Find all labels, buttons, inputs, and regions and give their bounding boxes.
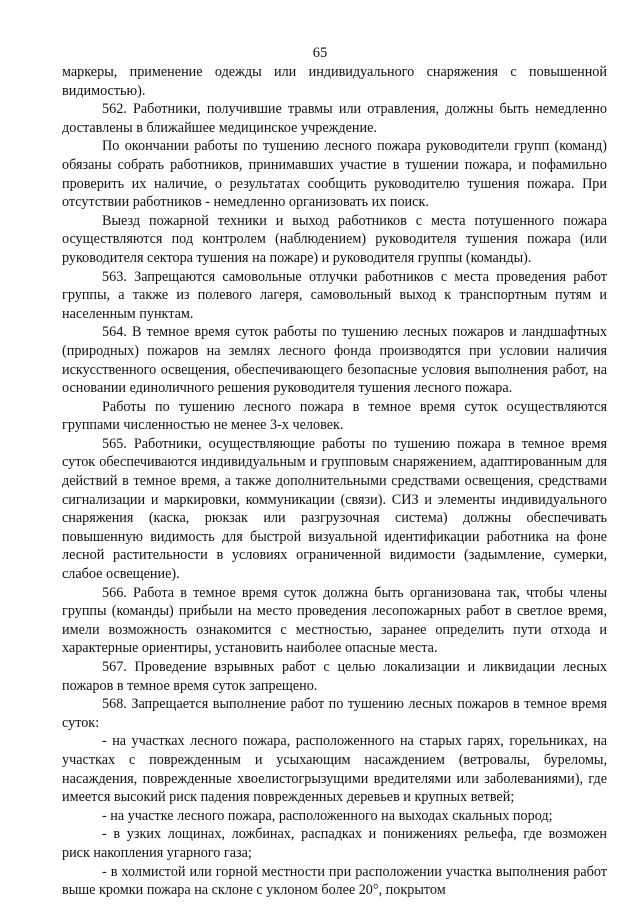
paragraph-565: 565. Работники, осуществляющие работы по тушению пожара в темное время суток обеспечиваются индивидуальным и групповым снаряжением, адаптированным для действий в темное время, а также дополнительными средствами освещения, средствами сигнализации и маркировки, коммуникации (связи). СИЗ и элементы индивидуального снаряжения (каска, рюкзак или разгрузочная система) должны обеспечивать повышенную видимость для быстрой визуальной идентификации работника на фоне лесной растительности в условиях ограниченной видимости (задымление, сумерки, слабое освещение). [62,435,607,583]
list-item-rock-outcrops: - на участке лесного пожара, расположенного на выходах скальных пород; [102,807,553,824]
paragraph-562: 562. Работники, получившие травмы или отравления, должны быть немедленно доставлены в ближайшее медицинское учреждение. [62,101,607,136]
paragraph-night-groups: Работы по тушению лесного пожара в темное время суток осуществляются группами численностью не менее 3-х человек. [62,398,607,434]
list-item-damaged-stands: - на участках лесного пожара, расположенного на старых гарях, горельниках, на участках с поврежденным и усыхающим насаждением (ветровалы, буреломы, насаждения, поврежденные хвоелистогрызущими вредителями или заболеваниями), где имеется высокий риск падения поврежденных деревьев и крупных ветвей; [62,733,607,806]
paragraph-567: 567. Проведение взрывных работ с целью локализации и ликвидации лесных пожаров в темное время суток запрещено. [62,659,607,694]
list-item-narrow-hollows: - в узких лощинах, ложбинах, распадках и понижениях рельефа, где возможен риск накопления угарного газа; [62,826,607,861]
page-number: 65 [312,45,328,61]
paragraph-566: 566. Работа в темное время суток должна быть организована так, чтобы члены группы (команды) прибыли на место проведения лесопожарных работ в светлое время, имели возможность ознакомится с местностью, заранее определить пути отхода и характерные ориентиры, установить наиболее опасные места. [62,584,607,657]
paragraph-564: 564. В темное время суток работы по тушению лесных пожаров и ландшафтных (природных) пожаров на землях лесного фонда производятся при условии наличия искусственного освещения, обеспечивающего безопасные условия выполнения работ, на основании единоличного решения руководителя тушения лесного пожара. [62,324,607,397]
paragraph-563: 563. Запрещаются самовольные отлучки работников с места проведения работ группы, а также из полевого лагеря, самовольный выход к транспортным путям и населенным пунктам. [62,268,607,322]
list-item-steep-slopes: - в холмистой или горной местности при расположении участка выполнения работ выше кромки пожара на склоне с уклоном более 20°, покрытом [62,863,607,899]
paragraph-group-check: По окончании работы по тушению лесного пожара руководители групп (команд) обязаны собрать работников, принимавших участие в тушении пожара, и пофамильно проверить их наличие, о результатах сообщить руководителю тушения пожара. При отсутствии работников - немедленно организовать их поиск. [62,138,607,211]
paragraph-continuation: маркеры, применение одежды или индивидуального снаряжения с повышенной видимостью). [62,64,607,99]
document-body [62,63,607,900]
paragraph-equipment-exit: Выезд пожарной техники и выход работников с места потушенного пожара осуществляются под контролем (наблюдением) руководителя тушения пожара (или руководителя сектора тушения на пожаре) и руководителя группы (команды). [62,212,607,266]
paragraph-568: 568. Запрещается выполнение работ по тушению лесных пожаров в темное время суток: [62,696,607,731]
